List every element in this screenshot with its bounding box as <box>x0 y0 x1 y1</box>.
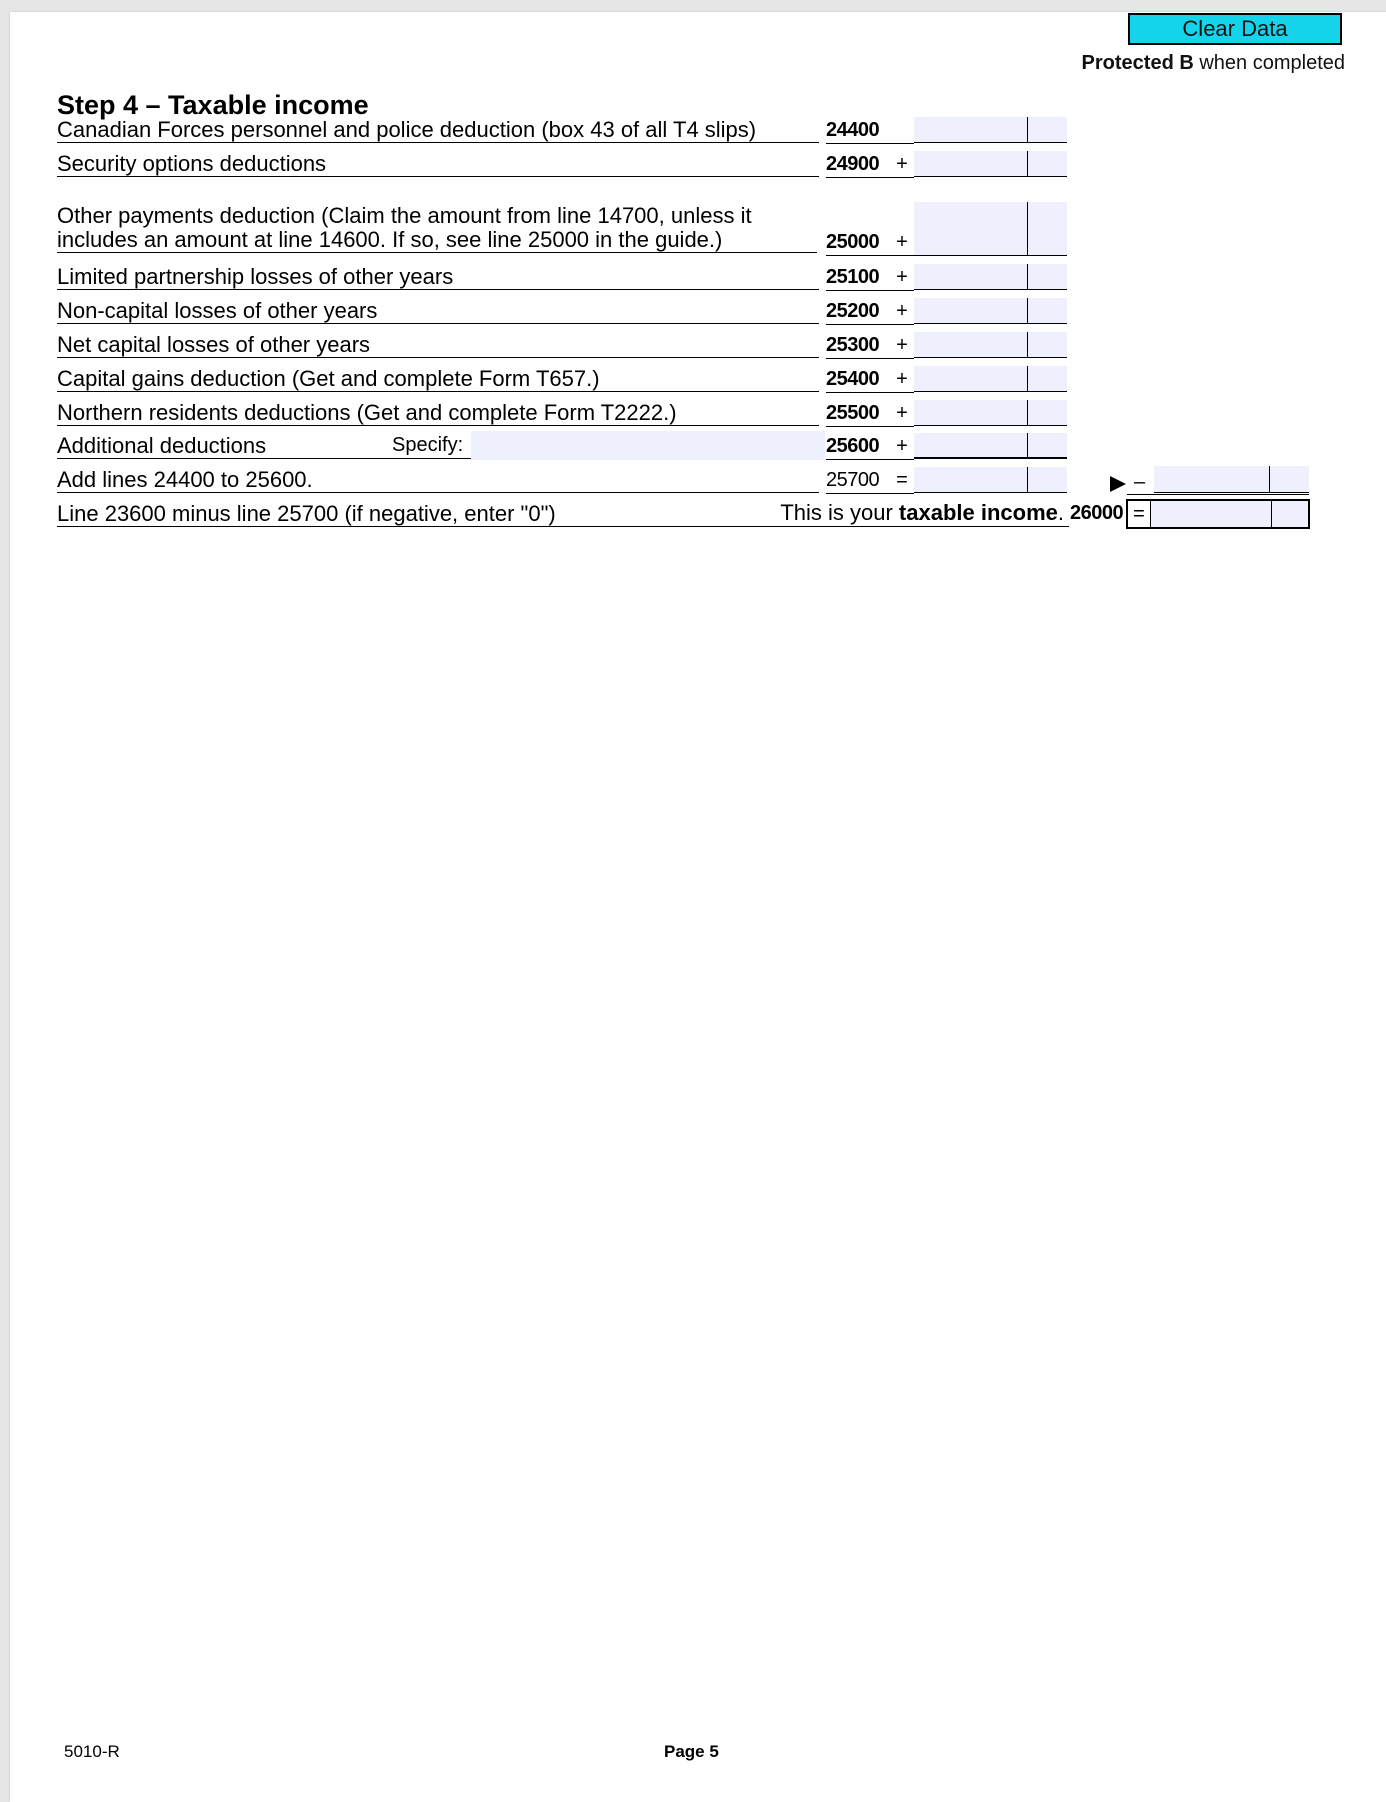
protected-b-notice <box>1082 52 1345 75</box>
line-25100-code: 25100 <box>826 265 890 291</box>
line-25600-field[interactable] <box>914 433 1067 459</box>
line-25400-label: Capital gains deduction (Get and complete Form T657.) <box>57 366 819 392</box>
line-25200-cents-input[interactable] <box>1028 298 1066 323</box>
line-25000-field[interactable] <box>914 202 1067 256</box>
line-25700-field <box>914 467 1067 493</box>
line-25500-field[interactable] <box>914 400 1067 426</box>
line-25500-dollars-input[interactable] <box>914 400 1024 425</box>
line-25000-cents-input[interactable] <box>1028 202 1066 255</box>
line-25400-code: 25400 <box>826 367 890 393</box>
line-25000-label: Other payments deduction (Claim the amount from line 14700, unless it includes an amount at line 14600. If so, see line 25000 in the guide.) <box>57 204 817 253</box>
section-title: Step 4 – Taxable income <box>57 90 369 120</box>
line-25300-cents-input[interactable] <box>1028 332 1066 357</box>
line-25200-label: Non-capital losses of other years <box>57 298 819 324</box>
line-25500-cents-input[interactable] <box>1028 400 1066 425</box>
clear-data-button[interactable]: Clear Data <box>1128 13 1342 45</box>
line-25300-label: Net capital losses of other years <box>57 332 819 358</box>
line-24400-dollars-input[interactable] <box>914 117 1024 142</box>
line-25000-dollars-input[interactable] <box>914 202 1024 255</box>
line-24900-operator: + <box>890 152 914 178</box>
line-25500-operator: + <box>890 401 914 427</box>
line-25000-code: 25000 <box>826 230 890 256</box>
taxable-income-bold: taxable income <box>898 500 1058 525</box>
line-25400-operator: + <box>890 367 914 393</box>
equals-operator: = <box>1128 501 1151 527</box>
line-25700-code: 25700 <box>826 468 890 494</box>
line-25300-operator: + <box>890 333 914 359</box>
line-25600-cents-input[interactable] <box>1028 433 1066 457</box>
form-identifier: 5010-R <box>64 1742 120 1761</box>
line-25100-label: Limited partnership losses of other years <box>57 264 819 290</box>
minus-operator: – <box>1134 471 1146 493</box>
line-24400-code: 24400 <box>826 118 890 144</box>
line-25300-code: 25300 <box>826 333 890 359</box>
line-25500-label: Northern residents deductions (Get and complete Form T2222.) <box>57 400 819 426</box>
line-25200-code: 25200 <box>826 299 890 325</box>
subtotal-divider <box>1127 494 1309 495</box>
line-26000-field <box>1126 499 1310 529</box>
line-25500-code: 25500 <box>826 401 890 427</box>
line-25200-field[interactable] <box>914 298 1067 324</box>
line-25100-cents-input[interactable] <box>1028 264 1066 289</box>
specify-input[interactable] <box>471 431 825 460</box>
protected-when-completed: when completed <box>1193 52 1345 74</box>
taxable-income-prefix: This is your <box>780 500 899 525</box>
line-25700-carry-field <box>1154 466 1309 493</box>
line-25600-operator: + <box>890 434 914 460</box>
line-25600-dollars-input[interactable] <box>914 433 1024 457</box>
line-25600-code: 25600 <box>826 434 890 460</box>
taxable-income-suffix: . <box>1057 500 1064 525</box>
line-26000-code: 26000 <box>1070 502 1124 524</box>
line-25700-operator: = <box>890 468 914 494</box>
line-25200-dollars-input[interactable] <box>914 298 1024 323</box>
line-25400-dollars-input[interactable] <box>914 366 1024 391</box>
line-24900-dollars-input[interactable] <box>914 151 1024 176</box>
line-24400-field[interactable] <box>914 117 1067 143</box>
line-25000-operator: + <box>890 230 914 256</box>
line-24400-label: Canadian Forces personnel and police deduction (box 43 of all T4 slips) <box>57 117 819 143</box>
line-25300-dollars-input[interactable] <box>914 332 1024 357</box>
line-25300-field[interactable] <box>914 332 1067 358</box>
line-24900-label: Security options deductions <box>57 151 819 177</box>
line-24400-operator <box>890 118 914 144</box>
line-25200-operator: + <box>890 299 914 325</box>
page-number: Page 5 <box>664 1742 719 1761</box>
line-25100-field[interactable] <box>914 264 1067 290</box>
taxable-income-text <box>780 500 1064 526</box>
line-25400-field[interactable] <box>914 366 1067 392</box>
line-24900-field[interactable] <box>914 151 1067 177</box>
line-24400-cents-input[interactable] <box>1028 117 1066 142</box>
line-25100-dollars-input[interactable] <box>914 264 1024 289</box>
line-24900-code: 24900 <box>826 152 890 178</box>
line-25700-label: Add lines 24400 to 25600. <box>57 467 819 493</box>
line-26000-label: Line 23600 minus line 25700 (if negative, enter "0") <box>57 501 1069 527</box>
line-25600-label: Additional deductions <box>57 433 819 459</box>
line-25400-cents-input[interactable] <box>1028 366 1066 391</box>
specify-label: Specify: <box>392 434 464 456</box>
line-24900-cents-input[interactable] <box>1028 151 1066 176</box>
form-page <box>10 12 1386 1802</box>
arrow-right-icon <box>1110 476 1126 492</box>
line-25100-operator: + <box>890 265 914 291</box>
protected-b-label: Protected B <box>1081 52 1194 74</box>
